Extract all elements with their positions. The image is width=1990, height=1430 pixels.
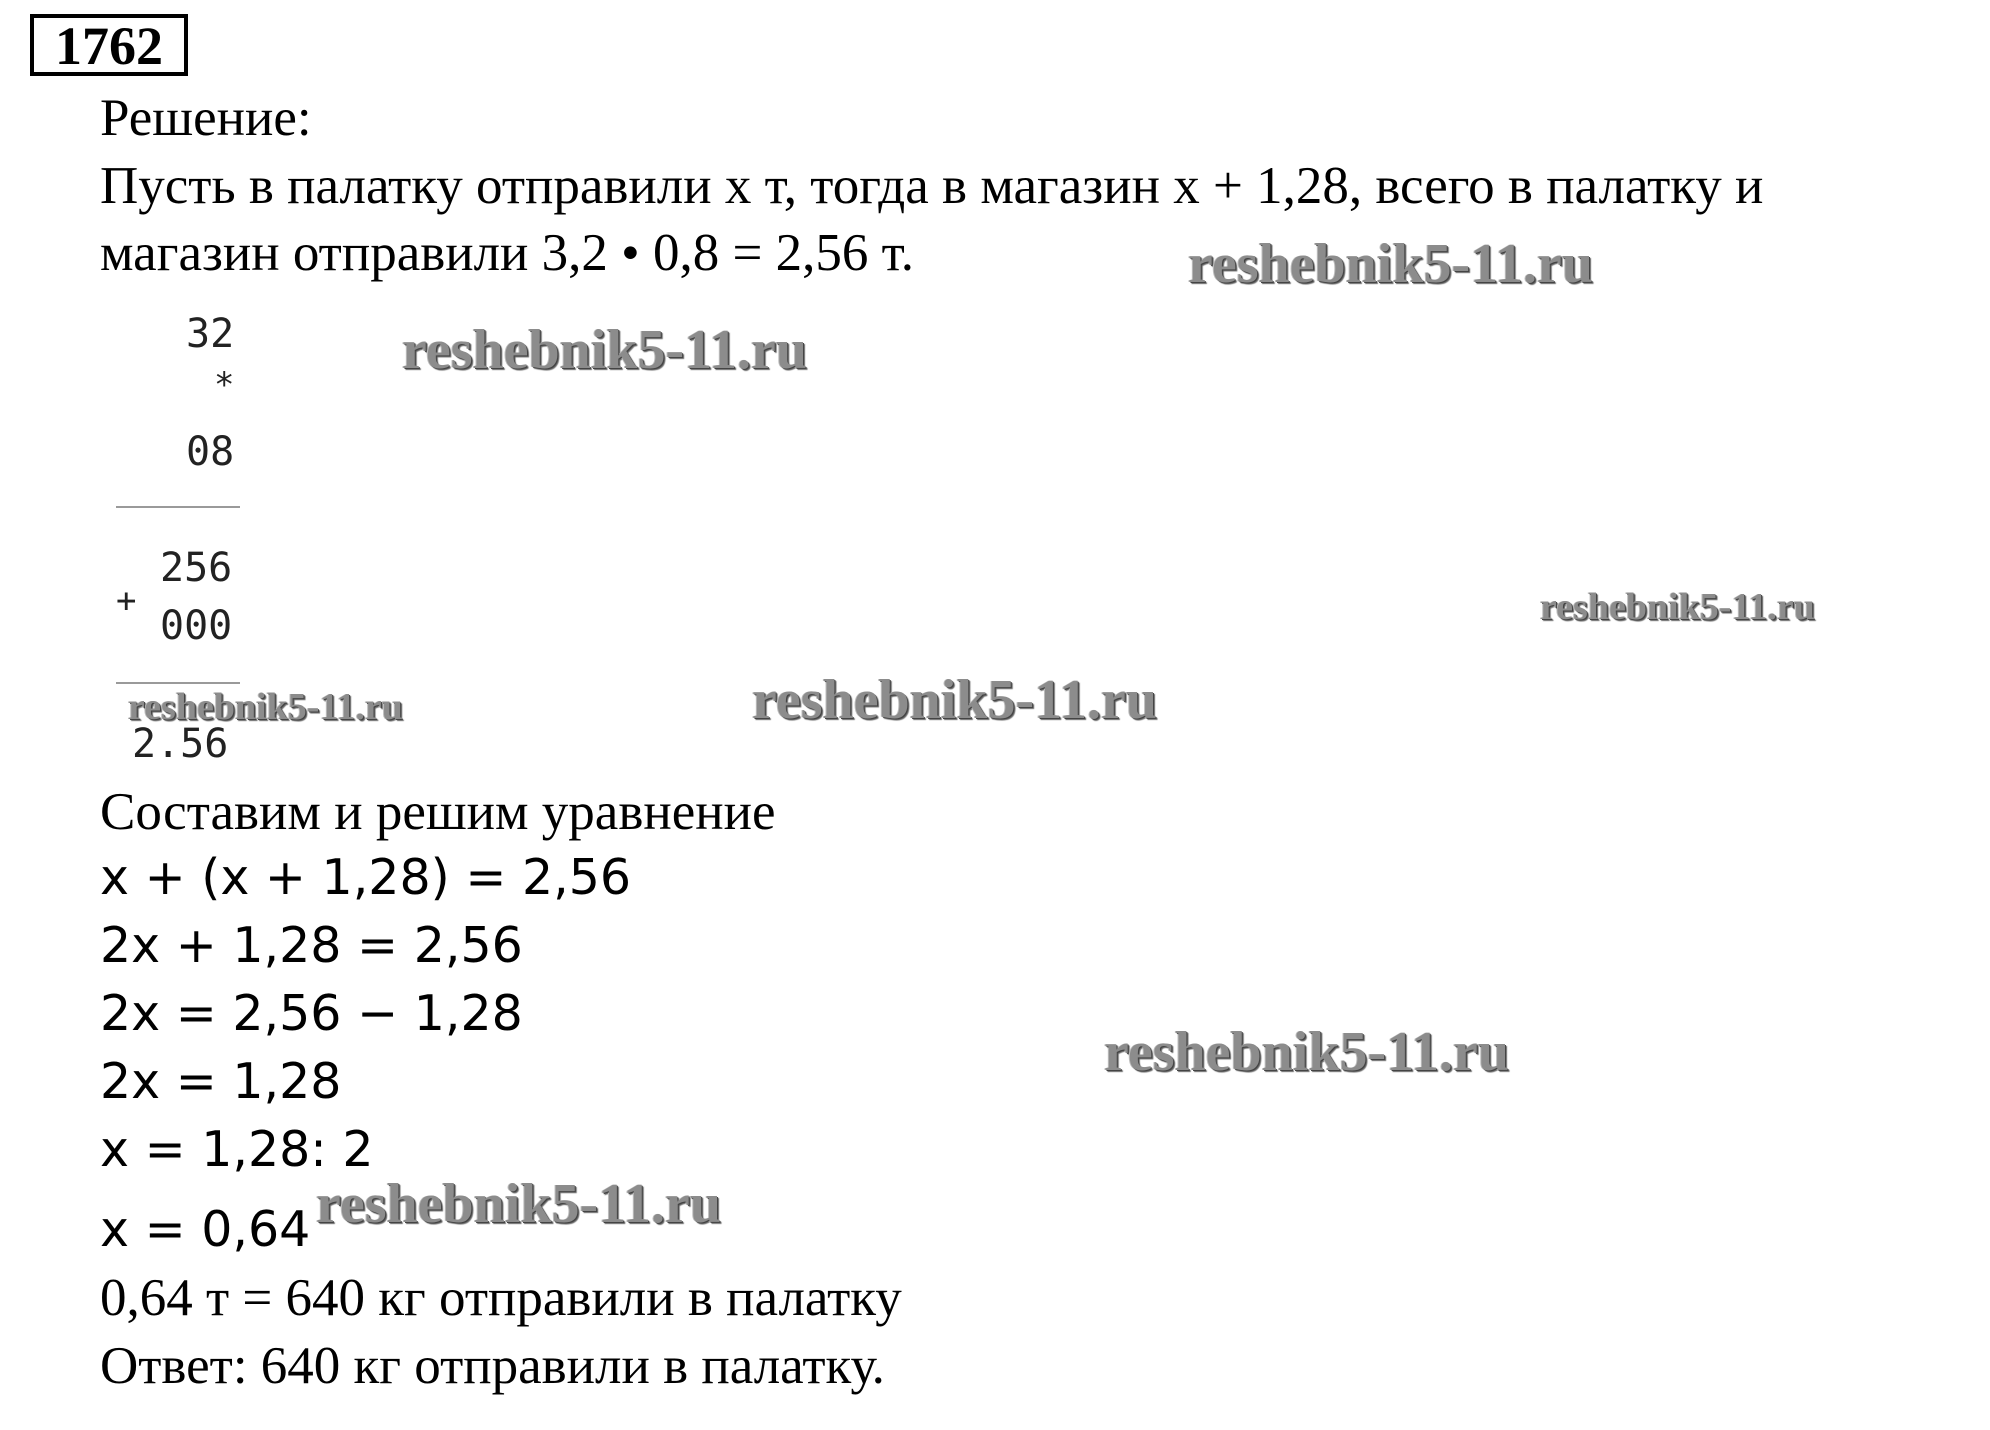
equation-line-1: x + (x + 1,28) = 2,56 [100,849,632,906]
watermark-7: reshebnik5-11.ru [316,1173,722,1235]
equation-line-5: x = 1,28: 2 [100,1121,374,1178]
answer-line: Ответ: 640 кг отправили в палатку. [100,1337,885,1395]
watermark-1: reshebnik5-11.ru [1188,233,1594,295]
equation-line-6: x = 0,64 [100,1201,311,1258]
addition-rule [116,682,240,684]
multiplier: 08 [186,429,235,475]
watermark-4: reshebnik5-11.ru [128,686,403,728]
product-result: 2.56 [132,721,229,767]
plus-sign: + [116,581,137,621]
solution-heading: Решение: [100,89,312,147]
problem-text-line-1: Пусть в палатку отправили x т, тогда в магазин x + 1,28, всего в палатку и [100,157,1764,215]
multiplication-rule [116,506,240,508]
equation-line-2: 2x + 1,28 = 2,56 [100,917,523,974]
problem-number: 1762 [30,14,188,76]
conclusion-line: 0,64 т = 640 кг отправили в палатку [100,1269,902,1327]
watermark-3: reshebnik5-11.ru [1540,586,1815,628]
partial-product-2: 000 [160,603,233,649]
watermark-5: reshebnik5-11.ru [752,669,1158,731]
multiply-operator: * [214,365,235,405]
watermark-6: reshebnik5-11.ru [1104,1021,1510,1083]
equation-line-4: 2x = 1,28 [100,1053,342,1110]
equation-intro: Составим и решим уравнение [100,783,776,841]
watermark-2: reshebnik5-11.ru [402,319,808,381]
equation-line-3: 2x = 2,56 − 1,28 [100,985,523,1042]
partial-product-1: 256 [160,545,233,591]
multiplicand: 32 [186,311,235,357]
problem-text-line-2: магазин отправили 3,2 • 0,8 = 2,56 т. [100,224,915,282]
